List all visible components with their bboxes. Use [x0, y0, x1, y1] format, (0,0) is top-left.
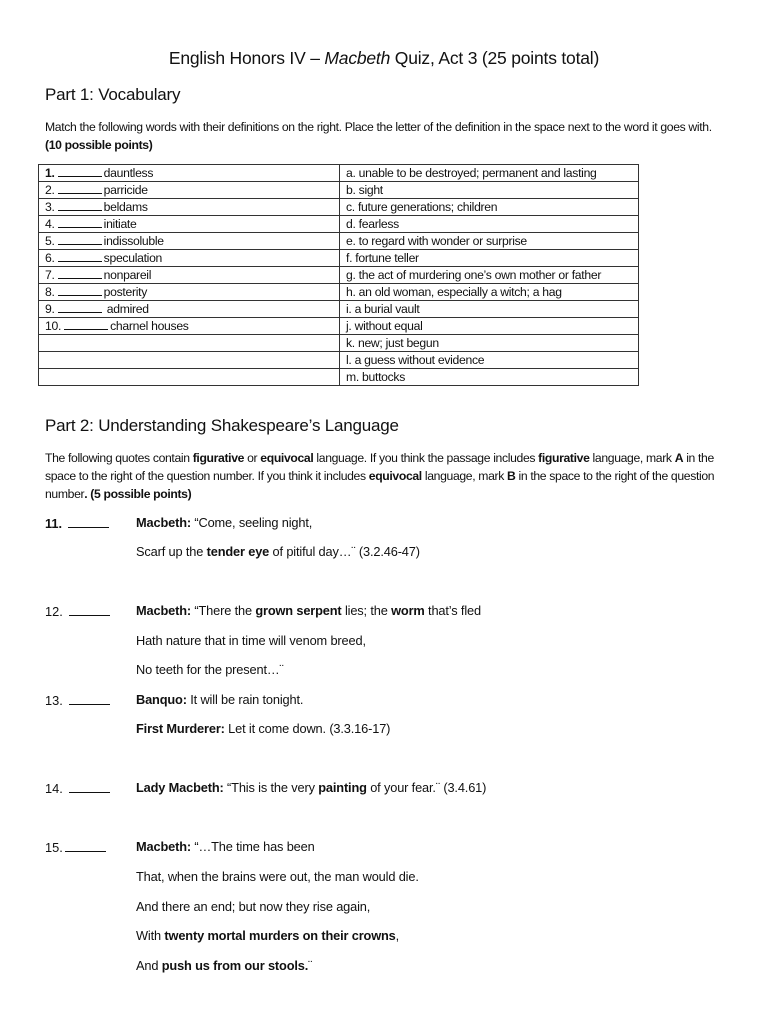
word-number: 2.: [45, 183, 55, 197]
quote-text: of pitiful day…¨ (3.2.46-47): [269, 544, 420, 559]
answer-blank[interactable]: [58, 250, 102, 262]
intro-bold: equivocal: [368, 469, 422, 483]
word-cell: [39, 318, 340, 335]
intro-bold: A: [674, 451, 684, 465]
empty-cell: [39, 335, 340, 352]
answer-blank[interactable]: [69, 692, 110, 705]
title-prefix: English Honors IV –: [168, 48, 325, 68]
intro-bold: equivocal: [260, 451, 314, 465]
intro-bold: figurative: [192, 451, 245, 465]
word-text: indissoluble: [103, 234, 164, 248]
word-number: 10.: [45, 319, 62, 333]
q15-line-2: That, when the brains were out, the man would die.: [136, 869, 419, 884]
quote-text: “Come, seeling night,: [190, 515, 313, 530]
word-text: posterity: [103, 285, 148, 299]
question-14-number: [45, 780, 110, 796]
quote-text: “This is the very: [223, 780, 319, 795]
title-play-name: Macbeth: [324, 48, 391, 68]
question-15-number: [45, 839, 106, 855]
word-number: 3.: [45, 200, 55, 214]
quote-text: “There the: [190, 603, 256, 618]
definition-cell: m. buttocks: [340, 369, 639, 386]
answer-blank[interactable]: [69, 780, 110, 793]
table-row: [39, 165, 639, 182]
word-cell: [39, 165, 340, 182]
quote-emphasis: tender eye: [206, 544, 270, 559]
quote-emphasis: worm: [391, 603, 425, 618]
word-cell: [39, 267, 340, 284]
answer-blank[interactable]: [58, 284, 102, 296]
speaker: Macbeth:: [136, 515, 191, 530]
intro-text: in the space to the right of the question number: [45, 469, 715, 501]
question-number: 14.: [45, 781, 63, 796]
answer-blank[interactable]: [69, 603, 110, 616]
title-suffix: Quiz, Act 3 (25 points total): [390, 48, 600, 68]
answer-blank[interactable]: [58, 216, 102, 228]
q15-line-5: [136, 958, 312, 973]
intro-text: language, mark: [589, 451, 675, 465]
q13-line-1: [136, 692, 303, 707]
answer-blank[interactable]: [58, 267, 102, 279]
table-row: [39, 369, 639, 386]
word-cell: [39, 199, 340, 216]
definition-cell: k. new; just begun: [340, 335, 639, 352]
quote-text: ¨: [308, 958, 313, 973]
definition-cell: h. an old woman, especially a witch; a hag: [340, 284, 639, 301]
answer-blank[interactable]: [58, 165, 102, 177]
empty-cell: [39, 369, 340, 386]
table-row: [39, 182, 639, 199]
quote-text: Scarf up the: [136, 544, 207, 559]
word-number: 5.: [45, 234, 55, 248]
part1-heading: Part 1: Vocabulary: [45, 85, 181, 104]
q12-line-1: [136, 603, 481, 618]
definition-cell: d. fearless: [340, 216, 639, 233]
speaker: Macbeth:: [136, 603, 191, 618]
speaker: Banquo:: [136, 692, 187, 707]
word-cell: [39, 233, 340, 250]
table-row: [39, 250, 639, 267]
word-number: 7.: [45, 268, 55, 282]
intro-text: language. If you think the passage includes: [313, 451, 539, 465]
q15-line-3: And there an end; but now they rise again,: [136, 899, 371, 914]
quote-emphasis: twenty mortal murders on their crowns: [164, 928, 396, 943]
q14-line-1: [136, 780, 486, 795]
word-number: 8.: [45, 285, 55, 299]
table-row: [39, 267, 639, 284]
answer-blank[interactable]: [58, 182, 102, 194]
word-text: parricide: [103, 183, 148, 197]
quote-emphasis: grown serpent: [255, 603, 342, 618]
question-number: 12.: [45, 604, 63, 619]
word-number: 4.: [45, 217, 55, 231]
definition-cell: c. future generations; children: [340, 199, 639, 216]
question-number: 11.: [45, 516, 63, 531]
q15-line-4: [136, 928, 399, 943]
quote-text: And: [136, 958, 162, 973]
question-12-number: [45, 603, 110, 619]
quote-text: lies; the: [341, 603, 392, 618]
question-13-number: [45, 692, 110, 708]
question-11-number: [45, 515, 109, 531]
intro-bold: B: [507, 469, 516, 483]
q11-line-1: [136, 515, 312, 530]
part2-instructions: [45, 449, 735, 503]
question-number: 15.: [45, 840, 63, 855]
word-text: admired: [106, 302, 149, 316]
intro-bold: . (5 possible points): [84, 487, 192, 501]
word-number: 9.: [45, 302, 55, 316]
quote-text: Let it come down. (3.3.16-17): [224, 721, 391, 736]
word-cell: [39, 250, 340, 267]
definition-cell: g. the act of murdering one’s own mother or father: [340, 267, 639, 284]
q15-line-1: [136, 839, 315, 854]
speaker: Macbeth:: [136, 839, 191, 854]
word-number: 6.: [45, 251, 55, 265]
definition-cell: i. a burial vault: [340, 301, 639, 318]
definition-cell: a. unable to be destroyed; permanent and lasting: [340, 165, 639, 182]
empty-cell: [39, 352, 340, 369]
word-text: charnel houses: [110, 319, 189, 333]
intro-text: The following quotes contain: [45, 451, 193, 465]
q12-line-3: No teeth for the present…¨: [136, 662, 284, 677]
definition-cell: e. to regard with wonder or surprise: [340, 233, 639, 250]
table-row: [39, 352, 639, 369]
definition-cell: j. without equal: [340, 318, 639, 335]
word-text: beldams: [103, 200, 148, 214]
table-row: [39, 318, 639, 335]
quote-text: With: [136, 928, 165, 943]
table-row: [39, 335, 639, 352]
intro-text: in the space to the right of the question number. If you think it includes: [45, 451, 714, 483]
quote-emphasis: push us from our stools.: [161, 958, 309, 973]
quote-text: of your fear.¨ (3.4.61): [366, 780, 487, 795]
answer-blank[interactable]: [58, 233, 102, 245]
q11-line-2: [136, 544, 420, 559]
word-cell: [39, 284, 340, 301]
answer-blank[interactable]: [58, 301, 102, 313]
answer-blank[interactable]: [58, 199, 102, 211]
intro-text: or: [244, 451, 261, 465]
part1-instructions-text: Match the following words with their definitions on the right. Place the letter of the definition in the space next to the word it goes with.: [45, 120, 712, 134]
quote-emphasis: painting: [318, 780, 367, 795]
definition-cell: l. a guess without evidence: [340, 352, 639, 369]
part2-heading: Part 2: Understanding Shakespeare’s Language: [45, 416, 399, 435]
table-row: [39, 216, 639, 233]
definition-cell: f. fortune teller: [340, 250, 639, 267]
table-row: [39, 301, 639, 318]
intro-bold: figurative: [538, 451, 590, 465]
table-row: [39, 199, 639, 216]
part1-points: (10 possible points): [45, 138, 153, 152]
definition-cell: b. sight: [340, 182, 639, 199]
word-text: initiate: [103, 217, 137, 231]
word-text: dauntless: [103, 166, 154, 180]
answer-blank[interactable]: [68, 515, 109, 528]
word-text: nonpareil: [103, 268, 152, 282]
table-row: [39, 284, 639, 301]
page-title: [0, 48, 768, 69]
question-number: 13.: [45, 693, 63, 708]
word-cell: [39, 301, 340, 318]
quote-text: “…The time has been: [190, 839, 315, 854]
word-cell: [39, 182, 340, 199]
vocab-table: [38, 164, 639, 386]
table-row: [39, 233, 639, 250]
word-cell: [39, 216, 340, 233]
q13-line-2: [136, 721, 390, 736]
quote-text: that’s fled: [424, 603, 481, 618]
speaker: Lady Macbeth:: [136, 780, 224, 795]
quote-text: ,: [395, 928, 400, 943]
answer-blank[interactable]: [64, 318, 108, 330]
speaker: First Murderer:: [136, 721, 225, 736]
answer-blank[interactable]: [65, 839, 106, 852]
q12-line-2: Hath nature that in time will venom breed,: [136, 633, 366, 648]
intro-text: language, mark: [421, 469, 508, 483]
word-number: 1.: [45, 166, 55, 180]
quote-text: It will be rain tonight.: [186, 692, 304, 707]
word-text: speculation: [103, 251, 163, 265]
part1-instructions: [45, 118, 735, 154]
